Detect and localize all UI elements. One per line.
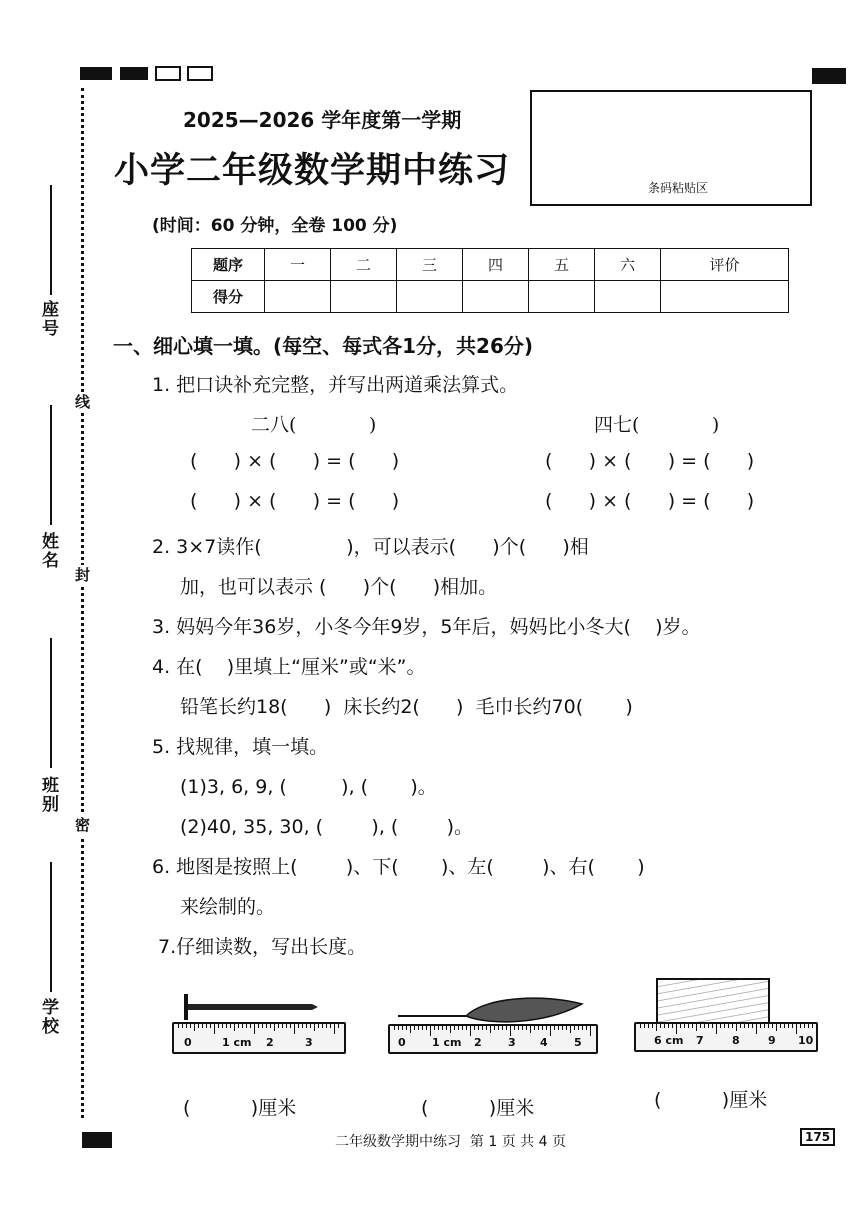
ruler-tick	[740, 1024, 741, 1028]
class-underline	[50, 638, 52, 768]
ruler-tick	[262, 1024, 263, 1028]
ruler-tick	[214, 1024, 215, 1034]
ruler-tick	[796, 1024, 797, 1034]
ruler-2	[388, 1024, 598, 1054]
ruler-tick	[286, 1024, 287, 1028]
corner-box-1	[155, 66, 181, 81]
ruler-tick	[660, 1024, 661, 1028]
ruler-tick	[430, 1026, 431, 1036]
ruler-tick	[406, 1026, 407, 1030]
ruler-tick	[294, 1024, 295, 1034]
ruler-tick	[542, 1026, 543, 1030]
ruler-tick	[442, 1026, 443, 1030]
ruler-tick	[780, 1024, 781, 1028]
ruler-tick	[756, 1024, 757, 1034]
name-underline	[50, 405, 52, 525]
ruler-tick	[422, 1026, 423, 1030]
ruler-tick	[402, 1026, 403, 1030]
q5-line3[interactable]: (2)40, 35, 30, ( ), ( )。	[180, 816, 474, 838]
ruler-tick	[708, 1024, 709, 1028]
ruler-tick	[792, 1024, 793, 1028]
seat-label: 座号	[38, 300, 58, 338]
q1-formula-left-2[interactable]: ( ) × ( ) = ( )	[190, 490, 400, 512]
ruler-tick	[704, 1024, 705, 1028]
q7-answer-3[interactable]: ( )厘米	[654, 1089, 768, 1111]
ruler-tick	[558, 1026, 559, 1030]
ruler-tick	[530, 1026, 531, 1033]
ruler-tick	[238, 1024, 239, 1028]
ruler-tick	[330, 1024, 331, 1028]
score-input-cell[interactable]	[595, 281, 661, 313]
ruler-tick	[486, 1026, 487, 1030]
ruler-tick	[554, 1026, 555, 1030]
corner-block-2	[120, 67, 148, 80]
ruler-tick	[298, 1024, 299, 1028]
ruler-tick	[290, 1024, 291, 1028]
ruler-tick	[510, 1026, 511, 1036]
ruler-tick	[314, 1024, 315, 1031]
score-header-cell: 五	[529, 249, 595, 281]
score-header-cell: 二	[331, 249, 397, 281]
ruler-tick	[562, 1026, 563, 1030]
ruler-tick	[784, 1024, 785, 1028]
q3-text[interactable]: 3. 妈妈今年36岁，小冬今年9岁，5年后，妈妈比小冬大( )岁。	[152, 616, 701, 638]
q1-koujue-left[interactable]: 二八( )	[251, 414, 377, 436]
ruler-3-label: 7	[696, 1034, 704, 1047]
q5-line2[interactable]: (1)3, 6, 9, ( ), ( )。	[180, 776, 437, 798]
ruler-tick	[652, 1024, 653, 1028]
ruler-tick	[546, 1026, 547, 1030]
binding-mark-seal: 封	[73, 567, 91, 584]
ruler-tick	[450, 1026, 451, 1033]
class-label: 班别	[38, 776, 58, 814]
ruler-tick	[522, 1026, 523, 1030]
ruler-tick	[490, 1026, 491, 1033]
ruler-tick	[688, 1024, 689, 1028]
ruler-tick	[494, 1026, 495, 1030]
ruler-tick	[732, 1024, 733, 1028]
corner-box-2	[187, 66, 213, 81]
ruler-tick	[210, 1024, 211, 1028]
ruler-tick	[470, 1026, 471, 1036]
ruler-tick	[538, 1026, 539, 1030]
ruler-tick	[760, 1024, 761, 1028]
barcode-area	[530, 90, 812, 206]
ruler-tick	[672, 1024, 673, 1028]
ruler-tick	[482, 1026, 483, 1030]
ruler-figure-3	[634, 976, 820, 1056]
ruler-tick	[274, 1024, 275, 1031]
ruler-tick	[526, 1026, 527, 1030]
ruler-tick	[394, 1026, 395, 1030]
ruler-3	[634, 1022, 818, 1052]
ruler-tick	[664, 1024, 665, 1028]
name-label: 姓名	[38, 532, 58, 570]
score-row-label: 得分	[192, 281, 265, 313]
score-header-cell: 评价	[661, 249, 789, 281]
ruler-tick	[498, 1026, 499, 1030]
q7-text: 7.仔细读数，写出长度。	[158, 936, 367, 958]
ruler-2-label: 2	[474, 1036, 482, 1049]
ruler-tick	[776, 1024, 777, 1031]
ruler-tick	[582, 1026, 583, 1030]
ruler-tick	[518, 1026, 519, 1030]
q1-formula-right-1[interactable]: ( ) × ( ) = ( )	[545, 450, 755, 472]
ruler-tick	[414, 1026, 415, 1030]
ruler-tick	[322, 1024, 323, 1028]
ruler-tick	[712, 1024, 713, 1028]
corner-block-1	[80, 67, 112, 80]
q1-formula-left-1[interactable]: ( ) × ( ) = ( )	[190, 450, 400, 472]
corner-block-right	[812, 68, 846, 84]
ruler-tick	[270, 1024, 271, 1028]
exam-info: (时间：60 分钟，全卷 100 分)	[152, 216, 398, 236]
ruler-1-label: 1 cm	[222, 1036, 252, 1049]
score-header-cell: 六	[595, 249, 661, 281]
ruler-tick	[254, 1024, 255, 1034]
ruler-figure-2	[388, 992, 600, 1056]
footer-block-left	[82, 1132, 112, 1148]
ruler-tick	[578, 1026, 579, 1030]
ruler-tick	[748, 1024, 749, 1028]
ruler-tick	[720, 1024, 721, 1028]
ruler-tick	[788, 1024, 789, 1028]
ruler-tick	[764, 1024, 765, 1028]
ruler-2-label: 1 cm	[432, 1036, 462, 1049]
ruler-tick	[318, 1024, 319, 1028]
ruler-tick	[454, 1026, 455, 1030]
ruler-tick	[514, 1026, 515, 1030]
ruler-tick	[198, 1024, 199, 1028]
ruler-tick	[550, 1026, 551, 1036]
ruler-tick	[752, 1024, 753, 1028]
ruler-tick	[644, 1024, 645, 1028]
ruler-tick	[800, 1024, 801, 1028]
ruler-tick	[768, 1024, 769, 1028]
q4-line2[interactable]: 铅笔长约18( ) 床长约2( ) 毛巾长约70( )	[180, 696, 633, 718]
score-input-cell[interactable]	[265, 281, 331, 313]
ruler-2-label: 0	[398, 1036, 406, 1049]
ruler-tick	[306, 1024, 307, 1028]
ruler-2-label: 5	[574, 1036, 582, 1049]
ruler-1-label: 3	[305, 1036, 313, 1049]
q1-formula-right-2[interactable]: ( ) × ( ) = ( )	[545, 490, 755, 512]
ruler-tick	[466, 1026, 467, 1030]
nail-icon	[180, 992, 320, 1022]
ruler-tick	[574, 1026, 575, 1030]
q6-line2: 来绘制的。	[180, 896, 276, 918]
ruler-tick	[566, 1026, 567, 1030]
q1-text: 1. 把口诀补充完整，并写出两道乘法算式。	[152, 374, 519, 396]
q1-koujue-right[interactable]: 四七( )	[594, 414, 720, 436]
ruler-tick	[736, 1024, 737, 1031]
ruler-tick	[182, 1024, 183, 1028]
ruler-tick	[282, 1024, 283, 1028]
barcode-label: 条码粘贴区	[648, 181, 709, 195]
ruler-3-label: 9	[768, 1034, 776, 1047]
ruler-tick	[426, 1026, 427, 1030]
ruler-tick	[434, 1026, 435, 1030]
ruler-tick	[458, 1026, 459, 1030]
seat-underline	[50, 185, 52, 295]
school-label: 学校	[38, 998, 58, 1036]
footer-code: 175	[800, 1128, 835, 1146]
ruler-tick	[446, 1026, 447, 1030]
ruler-tick	[438, 1026, 439, 1030]
q2-line2[interactable]: 加，也可以表示 ( )个( )相加。	[180, 576, 498, 598]
leaf-icon	[396, 994, 586, 1026]
ruler-tick	[570, 1026, 571, 1033]
school-underline	[50, 862, 52, 992]
ruler-tick	[266, 1024, 267, 1028]
ruler-tick	[808, 1024, 809, 1028]
q2-line1[interactable]: 2. 3×7读作( )，可以表示( )个( )相	[152, 536, 589, 558]
ruler-tick	[502, 1026, 503, 1030]
ruler-tick	[534, 1026, 535, 1030]
ruler-figure-1	[172, 992, 348, 1056]
ruler-tick	[194, 1024, 195, 1031]
ruler-tick	[418, 1026, 419, 1030]
ruler-tick	[190, 1024, 191, 1028]
section1-heading: 一、细心填一填。(每空、每式各1分，共26分)	[113, 334, 534, 358]
q4-line1: 4. 在( )里填上“厘米”或“米”。	[152, 656, 426, 678]
ruler-tick	[656, 1024, 657, 1031]
q6-line1[interactable]: 6. 地图是按照上( )、下( )、左( )、右( )	[152, 856, 645, 878]
ruler-tick	[334, 1024, 335, 1034]
ruler-tick	[202, 1024, 203, 1028]
ruler-tick	[326, 1024, 327, 1028]
ruler-tick	[398, 1026, 399, 1030]
ruler-tick	[648, 1024, 649, 1028]
ruler-tick	[478, 1026, 479, 1030]
ruler-tick	[474, 1026, 475, 1030]
score-header-cell: 三	[397, 249, 463, 281]
q5-line1: 5. 找规律，填一填。	[152, 736, 329, 758]
ruler-tick	[186, 1024, 187, 1028]
score-input-cell[interactable]	[331, 281, 397, 313]
score-table-header-row	[192, 249, 789, 281]
score-header-cell: 四	[463, 249, 529, 281]
ruler-tick	[772, 1024, 773, 1028]
ruler-tick	[640, 1024, 641, 1028]
ruler-3-label: 10	[798, 1034, 814, 1047]
ruler-tick	[278, 1024, 279, 1028]
binding-mark-line: 线	[73, 394, 91, 411]
ruler-tick	[226, 1024, 227, 1028]
ruler-tick	[206, 1024, 207, 1028]
score-input-cell[interactable]	[529, 281, 595, 313]
ruler-tick	[230, 1024, 231, 1028]
ruler-tick	[310, 1024, 311, 1028]
ruler-2-label: 3	[508, 1036, 516, 1049]
ruler-tick	[242, 1024, 243, 1028]
ruler-tick	[246, 1024, 247, 1028]
ruler-tick	[590, 1026, 591, 1036]
ruler-tick	[716, 1024, 717, 1034]
wood-block-icon	[656, 978, 770, 1024]
score-header-cell: 一	[265, 249, 331, 281]
binding-mark-inner: 密	[73, 817, 91, 834]
q7-answer-1[interactable]: ( )厘米	[183, 1097, 297, 1119]
ruler-tick	[668, 1024, 669, 1028]
score-input-cell[interactable]	[397, 281, 463, 313]
ruler-tick	[812, 1024, 813, 1028]
ruler-tick	[178, 1024, 179, 1028]
score-table	[191, 248, 789, 313]
ruler-tick	[218, 1024, 219, 1028]
ruler-tick	[700, 1024, 701, 1028]
ruler-tick	[506, 1026, 507, 1030]
ruler-tick	[234, 1024, 235, 1031]
ruler-tick	[684, 1024, 685, 1028]
q7-answer-2[interactable]: ( )厘米	[421, 1097, 535, 1119]
term-heading: 2025—2026 学年度第一学期	[183, 108, 462, 132]
ruler-2-label: 4	[540, 1036, 548, 1049]
ruler-tick	[338, 1024, 339, 1028]
ruler-tick	[410, 1026, 411, 1033]
ruler-1-label: 2	[266, 1036, 274, 1049]
binding-dotted-line	[81, 88, 84, 1118]
footer-page-info: 二年级数学期中练习 第 1 页 共 4 页	[335, 1134, 566, 1150]
ruler-tick	[696, 1024, 697, 1031]
ruler-tick	[250, 1024, 251, 1028]
ruler-tick	[462, 1026, 463, 1030]
ruler-tick	[258, 1024, 259, 1028]
ruler-tick	[302, 1024, 303, 1028]
ruler-tick	[724, 1024, 725, 1028]
ruler-tick	[586, 1026, 587, 1030]
page-title: 小学二年级数学期中练习	[114, 151, 511, 191]
ruler-tick	[676, 1024, 677, 1034]
score-header-cell: 题序	[192, 249, 265, 281]
ruler-1-label: 0	[184, 1036, 192, 1049]
ruler-tick	[804, 1024, 805, 1028]
ruler-tick	[692, 1024, 693, 1028]
score-input-cell[interactable]	[661, 281, 789, 313]
score-input-cell[interactable]	[463, 281, 529, 313]
ruler-tick	[744, 1024, 745, 1028]
ruler-tick	[728, 1024, 729, 1028]
score-table-score-row	[192, 281, 789, 313]
ruler-3-label: 8	[732, 1034, 740, 1047]
ruler-1	[172, 1022, 346, 1054]
ruler-3-label: 6 cm	[654, 1034, 684, 1047]
ruler-tick	[680, 1024, 681, 1028]
ruler-tick	[222, 1024, 223, 1028]
